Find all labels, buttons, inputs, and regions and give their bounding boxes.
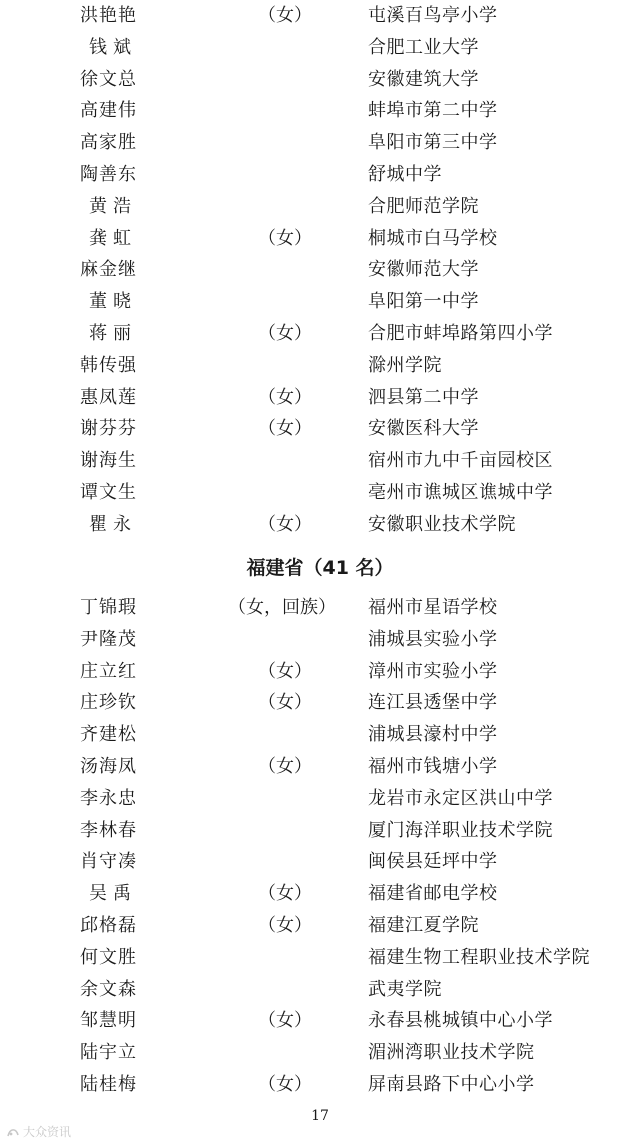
person-name: 高家胜 [80,132,137,154]
person-note: （女，回族） [228,597,336,618]
list-row [0,974,640,1006]
person-name: 龚虹 [89,227,137,249]
list-row [0,0,640,32]
list-row [0,942,640,974]
organization: 蚌埠市第二中学 [368,100,498,122]
list-row [0,286,640,318]
organization: 厦门海洋职业技术学院 [368,819,553,841]
list-row [0,223,640,255]
page-number: 17 [311,1108,329,1124]
list-row [0,910,640,942]
person-name: 韩传强 [80,354,137,376]
organization: 浦城县濠村中学 [368,724,498,746]
list-row [0,1037,640,1069]
list-row [0,783,640,815]
organization: 武夷学院 [368,978,442,1000]
person-note: （女） [258,227,312,249]
list-row [0,445,640,477]
person-name: 高建伟 [80,100,137,122]
organization: 屏南县路下中心小学 [368,1073,535,1095]
list-row [0,477,640,509]
list-row [0,95,640,127]
organization: 亳州市谯城区谯城中学 [368,481,553,503]
person-note: （女） [258,1010,312,1032]
person-note: （女） [258,513,312,535]
person-name: 庄珍钦 [80,692,137,714]
person-name: 尹隆茂 [80,628,137,650]
organization: 舒城中学 [368,163,442,185]
person-name: 汤海凤 [80,755,137,777]
person-name: 邹慧明 [80,1010,137,1032]
organization: 安徽师范大学 [368,259,479,281]
person-name: 陶善东 [80,163,137,185]
person-note: （女） [258,755,312,777]
person-note: （女） [258,914,312,936]
watermark [6,1123,71,1140]
list-row [0,1005,640,1037]
person-note: （女） [258,883,312,905]
list-row [0,413,640,445]
list-row [0,350,640,382]
list-row [0,592,640,624]
organization: 宿州市九中千亩园校区 [368,450,553,472]
person-note: （女） [258,692,312,714]
person-name: 余文森 [80,978,137,1000]
list-row [0,846,640,878]
list-row [0,878,640,910]
person-name: 陆宇立 [80,1042,137,1064]
person-name: 陆桂梅 [80,1073,137,1095]
province-heading: 福建省（41 名） [246,557,394,579]
person-name: 丁锦瑕 [80,597,137,618]
list-row [0,687,640,719]
list-row [0,656,640,688]
watermark-logo-icon [6,1126,20,1138]
person-name: 吴禹 [89,883,137,905]
list-row [0,64,640,96]
person-name: 何文胜 [80,946,137,968]
anhui-list [0,0,640,541]
organization: 福建省邮电学校 [368,883,498,905]
person-note: （女） [258,660,312,682]
organization: 福建江夏学院 [368,914,479,936]
person-note: （女） [258,322,312,344]
organization: 永春县桃城镇中心小学 [368,1010,553,1032]
person-name: 谭文生 [80,481,137,503]
organization: 安徽建筑大学 [368,68,479,90]
watermark-text: 大众资讯 [23,1125,72,1139]
list-row [0,318,640,350]
person-name: 谢海生 [80,450,137,472]
organization: 闽侯县廷坪中学 [368,851,498,873]
list-row [0,159,640,191]
person-name: 庄立红 [80,660,137,682]
organization: 阜阳第一中学 [368,291,479,313]
organization: 合肥工业大学 [368,36,479,58]
organization: 合肥市蚌埠路第四小学 [368,322,553,344]
organization: 福建生物工程职业技术学院 [368,946,590,968]
person-name: 钱斌 [89,36,137,58]
organization: 滁州学院 [368,354,442,376]
list-row [0,624,640,656]
organization: 龙岩市永定区洪山中学 [368,787,553,809]
list-row [0,32,640,64]
list-row [0,382,640,414]
person-note: （女） [258,1073,312,1095]
organization: 安徽职业技术学院 [368,513,516,535]
organization: 漳州市实验小学 [368,660,498,682]
person-note: （女） [258,5,312,26]
organization: 福州市钱塘小学 [368,755,498,777]
person-name: 李林春 [80,819,137,841]
person-name: 黄浩 [89,195,137,217]
organization: 连江县透堡中学 [368,692,498,714]
person-name: 麻金继 [80,259,137,281]
list-row [0,254,640,286]
list-row [0,191,640,223]
person-name: 肖守凑 [80,851,137,873]
organization: 屯溪百鸟亭小学 [368,5,498,26]
person-name: 惠凤莲 [80,386,137,408]
person-name: 齐建松 [80,724,137,746]
list-row [0,509,640,541]
person-note: （女） [258,418,312,440]
person-name: 谢芬芬 [80,418,137,440]
list-row [0,1069,640,1101]
organization: 福州市星语学校 [368,597,498,618]
person-name: 瞿永 [89,513,137,535]
person-name: 蒋丽 [89,322,137,344]
person-name: 徐文总 [80,68,137,90]
organization: 泗县第二中学 [368,386,479,408]
person-name: 董晓 [89,291,137,313]
list-row [0,751,640,783]
organization: 湄洲湾职业技术学院 [368,1042,535,1064]
person-name: 邱格磊 [80,914,137,936]
organization: 桐城市白马学校 [368,227,498,249]
person-name: 洪艳艳 [80,5,137,26]
organization: 合肥师范学院 [368,195,479,217]
person-note: （女） [258,386,312,408]
list-row [0,719,640,751]
list-row [0,815,640,847]
organization: 阜阳市第三中学 [368,132,498,154]
list-row [0,127,640,159]
organization: 浦城县实验小学 [368,628,498,650]
fujian-list [0,592,640,1101]
organization: 安徽医科大学 [368,418,479,440]
person-name: 李永忠 [80,787,137,809]
